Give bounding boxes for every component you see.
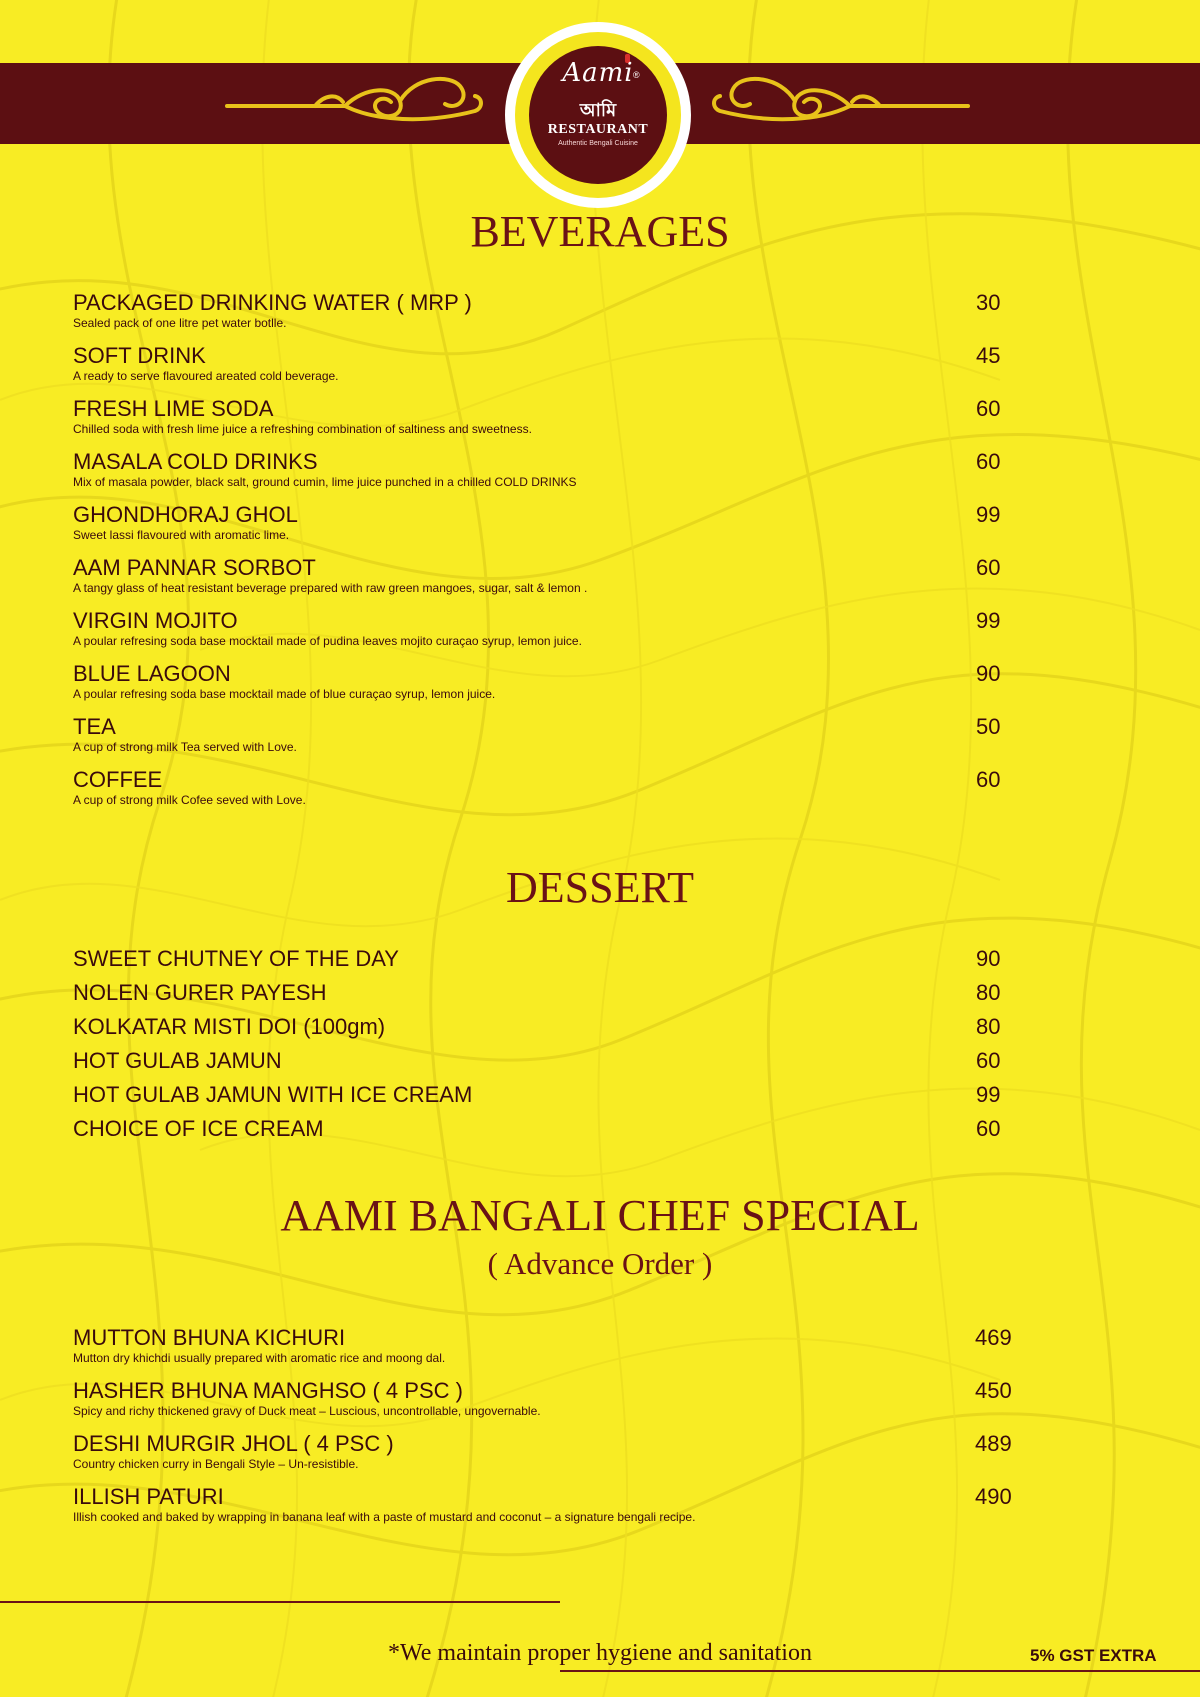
item-description: Sealed pack of one litre pet water botlle. bbox=[73, 316, 287, 330]
item-name: SWEET CHUTNEY OF THE DAY bbox=[73, 946, 399, 971]
item-description: Mutton dry khichdi usually prepared with aromatic rice and moong dal. bbox=[73, 1351, 446, 1365]
item-price: 489 bbox=[975, 1431, 1012, 1456]
menu-item bbox=[73, 343, 339, 384]
item-description: A tangy glass of heat resistant beverage prepared with raw green mangoes, sugar, salt & lemon . bbox=[73, 581, 588, 595]
item-price: 60 bbox=[976, 1116, 1001, 1141]
item-price: 99 bbox=[976, 502, 1001, 527]
item-name: HASHER BHUNA MANGHSO ( 4 PSC ) bbox=[73, 1378, 463, 1403]
menu-item bbox=[73, 1484, 695, 1525]
item-name: PACKAGED DRINKING WATER ( MRP ) bbox=[73, 290, 472, 315]
menu-item bbox=[73, 714, 297, 755]
item-description: A poular refresing soda base mocktail made of pudina leaves mojito curaçao syrup, lemon juice. bbox=[73, 634, 582, 648]
item-name: GHONDHORAJ GHOL bbox=[73, 502, 298, 527]
menu-item bbox=[73, 661, 495, 702]
logo-registered-mark: ® bbox=[633, 70, 640, 80]
item-price: 60 bbox=[976, 449, 1001, 474]
logo-bengali-text: আমি bbox=[579, 100, 617, 120]
item-name: HOT GULAB JAMUN bbox=[73, 1048, 282, 1073]
item-price: 99 bbox=[976, 608, 1001, 633]
item-price: 80 bbox=[976, 1014, 1001, 1039]
item-price: 60 bbox=[976, 396, 1001, 421]
item-price: 45 bbox=[976, 343, 1001, 368]
item-name: MASALA COLD DRINKS bbox=[73, 449, 318, 474]
item-price: 450 bbox=[975, 1378, 1012, 1403]
dessert-heading: DESSERT bbox=[505, 863, 695, 912]
item-description: A poular refresing soda base mocktail made of blue curaçao syrup, lemon juice. bbox=[73, 687, 496, 701]
item-description: Chilled soda with fresh lime juice a refreshing combination of saltiness and sweetness. bbox=[73, 422, 532, 436]
item-description: Spicy and richy thickened gravy of Duck meat – Luscious, uncontrollable, ungovernable. bbox=[73, 1404, 541, 1418]
item-name: TEA bbox=[73, 714, 116, 739]
item-price: 30 bbox=[976, 290, 1001, 315]
item-name: KOLKATAR MISTI DOI (100gm) bbox=[73, 1014, 386, 1039]
item-description: Country chicken curry in Bengali Style – Un-resistible. bbox=[73, 1457, 359, 1471]
footer-divider-left bbox=[0, 1601, 560, 1603]
menu-item bbox=[73, 1048, 282, 1074]
item-name: DESHI MURGIR JHOL ( 4 PSC ) bbox=[73, 1431, 394, 1456]
item-price: 60 bbox=[976, 767, 1001, 792]
item-name: ILLISH PATURI bbox=[73, 1484, 224, 1509]
item-price: 80 bbox=[976, 980, 1001, 1005]
beverages-heading: BEVERAGES bbox=[470, 207, 730, 256]
menu-item bbox=[73, 946, 399, 972]
item-description: Mix of masala powder, black salt, ground cumin, lime juice punched in a chilled COLD DRINKS bbox=[73, 475, 577, 489]
item-name: COFFEE bbox=[73, 767, 163, 792]
chef-special-heading: AAMI BANGALI CHEF SPECIAL bbox=[280, 1191, 920, 1240]
menu-item bbox=[73, 980, 326, 1006]
menu-item bbox=[73, 396, 532, 437]
footer-divider-right bbox=[560, 1670, 1200, 1672]
item-name: MUTTON BHUNA KICHURI bbox=[73, 1325, 346, 1350]
item-name: HOT GULAB JAMUN WITH ICE CREAM bbox=[73, 1082, 473, 1107]
menu-item bbox=[73, 1116, 324, 1142]
item-name: BLUE LAGOON bbox=[73, 661, 231, 686]
right-flourish-ornament bbox=[710, 66, 970, 126]
menu-item bbox=[73, 290, 472, 331]
item-price: 99 bbox=[976, 1082, 1001, 1107]
menu-item bbox=[73, 1378, 541, 1419]
menu-item bbox=[73, 1431, 394, 1472]
menu-item bbox=[73, 1325, 445, 1366]
item-price: 60 bbox=[976, 555, 1001, 580]
logo-restaurant-text: RESTAURANT bbox=[547, 122, 649, 137]
item-description: A cup of strong milk Tea served with Love. bbox=[73, 740, 297, 754]
item-price: 50 bbox=[976, 714, 1001, 739]
menu-item bbox=[73, 555, 587, 596]
hygiene-note: *We maintain proper hygiene and sanitation bbox=[388, 1640, 812, 1666]
item-price: 60 bbox=[976, 1048, 1001, 1073]
gst-note: 5% GST EXTRA bbox=[1030, 1646, 1157, 1665]
item-name: CHOICE OF ICE CREAM bbox=[73, 1116, 324, 1141]
item-name: NOLEN GURER PAYESH bbox=[73, 980, 327, 1005]
menu-item bbox=[73, 767, 306, 808]
item-name: SOFT DRINK bbox=[73, 343, 206, 368]
item-description: Sweet lassi flavoured with aromatic lime. bbox=[73, 528, 290, 542]
item-price: 490 bbox=[975, 1484, 1012, 1509]
logo-tagline: Authentic Bengali Cuisine bbox=[558, 140, 638, 147]
item-price: 90 bbox=[976, 946, 1001, 971]
item-price: 469 bbox=[975, 1325, 1012, 1350]
logo-script-text: Aami bbox=[562, 58, 634, 88]
restaurant-logo bbox=[529, 46, 667, 184]
menu-item bbox=[73, 1082, 472, 1108]
menu-item bbox=[73, 449, 577, 490]
item-price: 90 bbox=[976, 661, 1001, 686]
item-name: FRESH LIME SODA bbox=[73, 396, 274, 421]
item-name: AAM PANNAR SORBOT bbox=[73, 555, 316, 580]
menu-item bbox=[73, 608, 582, 649]
item-name: VIRGIN MOJITO bbox=[73, 608, 238, 633]
left-flourish-ornament bbox=[225, 66, 485, 126]
item-description: A cup of strong milk Cofee seved with Love. bbox=[73, 793, 306, 807]
chef-special-subtitle: ( Advance Order ) bbox=[487, 1246, 713, 1281]
item-description: Illish cooked and baked by wrapping in banana leaf with a paste of mustard and coconut – a signature bengali recipe. bbox=[73, 1510, 696, 1524]
menu-item bbox=[73, 502, 298, 543]
menu-item bbox=[73, 1014, 385, 1040]
item-description: A ready to serve flavoured areated cold beverage. bbox=[73, 369, 339, 383]
